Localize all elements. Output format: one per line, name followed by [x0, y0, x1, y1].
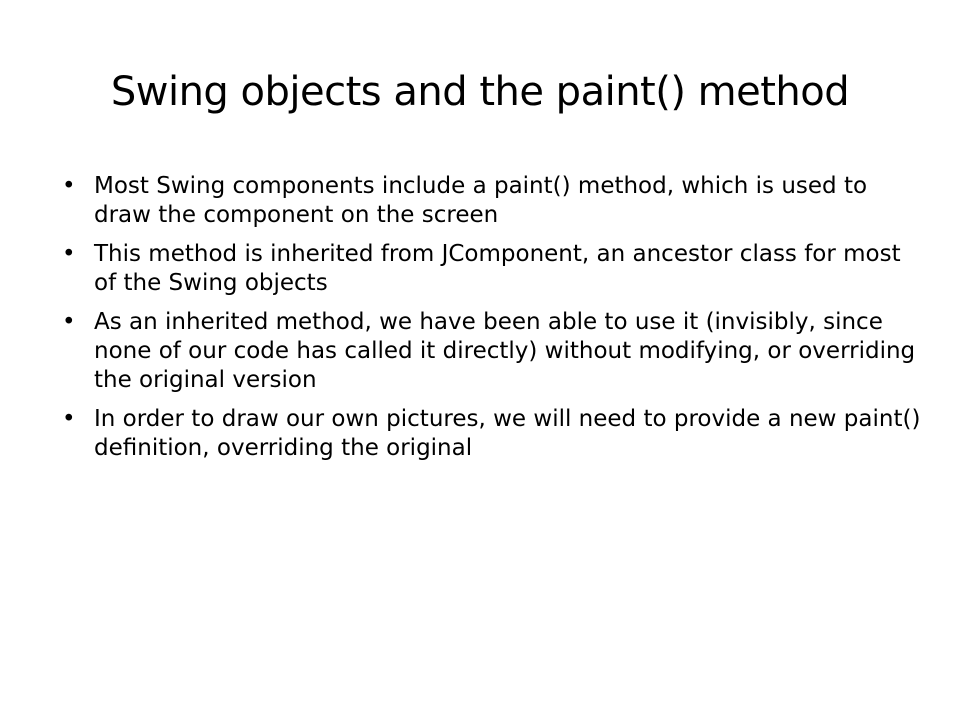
bullet-icon: • [62, 173, 76, 199]
bullet-icon: • [62, 241, 76, 267]
bullet-text: This method is inherited from JComponent, an ancestor class for most of the Swing objects [94, 241, 901, 296]
slide-title: Swing objects and the paint() method [110, 69, 850, 115]
bullet-text: As an inherited method, we have been able to use it (invisibly, since none of our code has called it directly) without modifying, or overriding the original version [94, 309, 916, 393]
bullet-item [62, 405, 922, 463]
bullet-item [62, 240, 922, 298]
bullet-item [62, 308, 922, 395]
bullet-icon: • [62, 406, 76, 432]
bullet-text: In order to draw our own pictures, we will need to provide a new paint() definition, overriding the original [94, 406, 921, 461]
bullet-list [62, 172, 922, 473]
bullet-item [62, 172, 922, 230]
bullet-icon: • [62, 309, 76, 335]
bullet-text: Most Swing components include a paint() method, which is used to draw the component on the screen [94, 173, 868, 228]
